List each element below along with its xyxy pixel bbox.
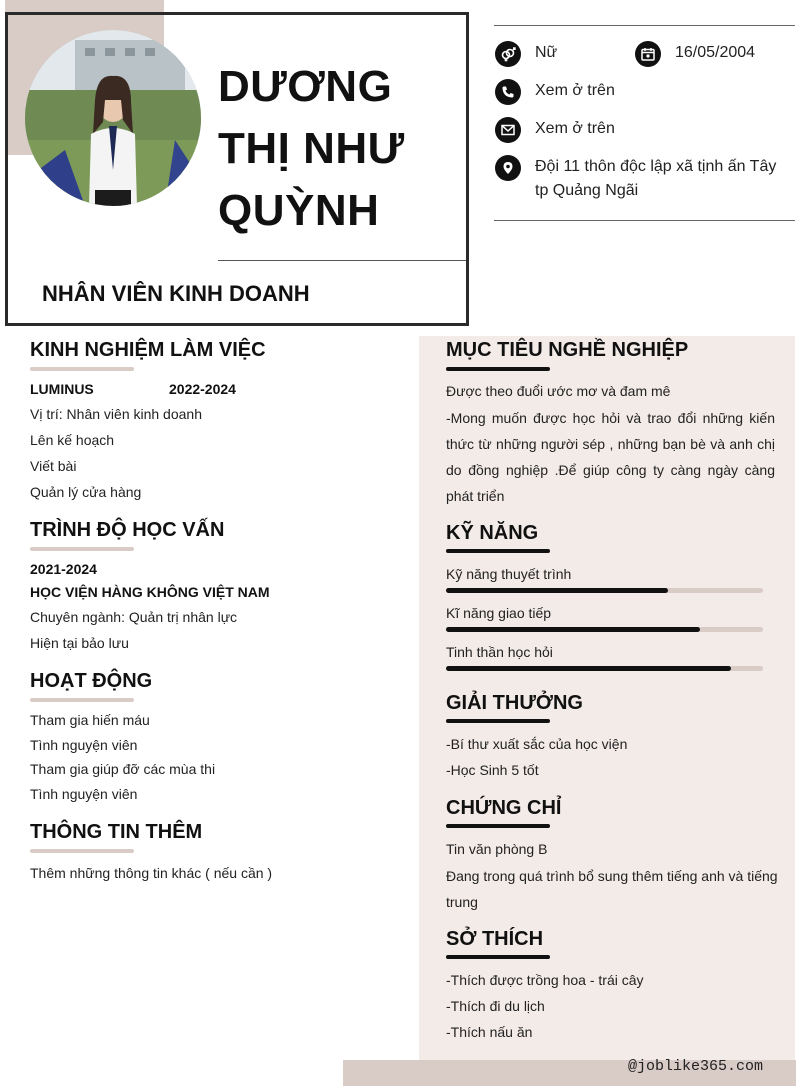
hobby-line: -Thích đi du lịch — [446, 998, 545, 1014]
profile-photo — [25, 30, 201, 206]
education-period: 2021-2024 — [30, 561, 97, 577]
contact-gender — [495, 41, 557, 67]
awards-underline — [446, 719, 550, 723]
activity-line: Tham gia giúp đỡ các mùa thi — [30, 761, 216, 777]
hobby-line: -Thích được trồng hoa - trái cây — [446, 972, 644, 988]
phone-text: Xem ở trên — [535, 82, 615, 99]
gender-icon — [495, 41, 521, 67]
experience-heading: KINH NGHIỆM LÀM VIỆC — [30, 339, 266, 361]
experience-company: LUMINUS — [30, 381, 94, 397]
certificates-heading: CHỨNG CHỈ — [446, 797, 562, 819]
education-line: Hiện tại bảo lưu — [30, 635, 129, 651]
education-line: Chuyên ngành: Quản trị nhân lực — [30, 609, 238, 625]
gender-text: Nữ — [535, 44, 558, 61]
activity-line: Tham gia hiến máu — [30, 712, 150, 728]
address-text — [535, 155, 776, 203]
certificate-line: Tin văn phòng B — [446, 841, 548, 857]
skill-label: Kĩ năng giao tiếp — [446, 605, 552, 621]
skill-bar-fill — [446, 588, 668, 593]
experience-period: 2022-2024 — [169, 381, 236, 397]
extra-info-underline — [30, 849, 134, 853]
objective-line: Được theo đuổi ước mơ và đam mê — [446, 383, 671, 399]
activity-line: Tình nguyện viên — [30, 737, 138, 753]
contact-bottom-divider — [494, 220, 795, 221]
skill-bar-track — [446, 666, 763, 671]
skill-bar-track — [446, 588, 763, 593]
skill-label: Tinh thần học hỏi — [446, 644, 553, 660]
award-line: -Học Sinh 5 tốt — [446, 762, 539, 778]
full-name — [218, 56, 458, 242]
award-line: -Bí thư xuất sắc của học viện — [446, 736, 628, 752]
activities-heading: HOẠT ĐỘNG — [30, 670, 153, 692]
contact-dob — [635, 41, 755, 67]
calendar-icon — [635, 41, 661, 67]
hobby-line: -Thích nấu ăn — [446, 1024, 533, 1040]
activity-line: Tình nguyện viên — [30, 786, 138, 802]
contact-address — [495, 155, 776, 203]
skill-bar-fill — [446, 627, 700, 632]
extra-info-line: Thêm những thông tin khác ( nếu cần ) — [30, 865, 273, 881]
experience-line: Vị trí: Nhân viên kinh doanh — [30, 406, 202, 422]
location-icon — [495, 155, 521, 181]
education-heading: TRÌNH ĐỘ HỌC VẤN — [30, 519, 225, 541]
experience-line: Lên kế hoạch — [30, 432, 115, 448]
contact-phone — [495, 79, 615, 105]
contact-top-divider — [494, 25, 795, 26]
extra-info-heading: THÔNG TIN THÊM — [30, 821, 203, 843]
experience-line: Quản lý cửa hàng — [30, 484, 142, 500]
hobbies-heading: SỞ THÍCH — [446, 928, 544, 950]
profile-photo-image — [25, 30, 201, 206]
skill-bar-track — [446, 627, 763, 632]
address-line-1: Đội 11 thôn độc lập xã tịnh ấn Tây — [535, 158, 777, 175]
job-title: NHÂN VIÊN KINH DOANH — [42, 281, 310, 306]
skill-label: Kỹ năng thuyết trình — [446, 566, 572, 582]
objective-paragraph: -Mong muốn được học hỏi và trao đổi những kiến thức từ những người sép , những bạn bè và anh chị do đồng nghiệp .Để giúp công ty càng ngày càng phát triển — [446, 410, 775, 504]
experience-line: Viết bài — [30, 458, 77, 474]
certificate-paragraph: Đang trong quá trình bổ sung thêm tiếng anh và tiếng trung — [446, 868, 778, 910]
hobbies-underline — [446, 955, 550, 959]
address-line-2: tp Quảng Ngãi — [535, 182, 639, 199]
dob-text: 16/05/2004 — [675, 44, 756, 61]
name-line-1: DƯƠNG — [218, 62, 393, 111]
brand-watermark: @joblike365.com — [627, 1058, 763, 1075]
education-school: HỌC VIỆN HÀNG KHÔNG VIỆT NAM — [30, 584, 270, 600]
skill-bar-fill — [446, 666, 731, 671]
skills-underline — [446, 549, 550, 553]
email-text: Xem ở trên — [535, 120, 615, 137]
skills-heading: KỸ NĂNG — [446, 522, 539, 544]
email-icon — [495, 117, 521, 143]
awards-heading: GIẢI THƯỞNG — [446, 692, 583, 714]
name-line-3: QUỲNH — [218, 186, 380, 235]
contact-email — [495, 117, 615, 143]
activities-underline — [30, 698, 134, 702]
certificates-underline — [446, 824, 550, 828]
experience-underline — [30, 367, 134, 371]
objective-underline — [446, 367, 550, 371]
education-underline — [30, 547, 134, 551]
objective-heading: MỤC TIÊU NGHỀ NGHIỆP — [446, 339, 689, 361]
phone-icon — [495, 79, 521, 105]
name-line-2: THỊ NHƯ — [218, 124, 405, 173]
name-divider — [218, 260, 466, 261]
